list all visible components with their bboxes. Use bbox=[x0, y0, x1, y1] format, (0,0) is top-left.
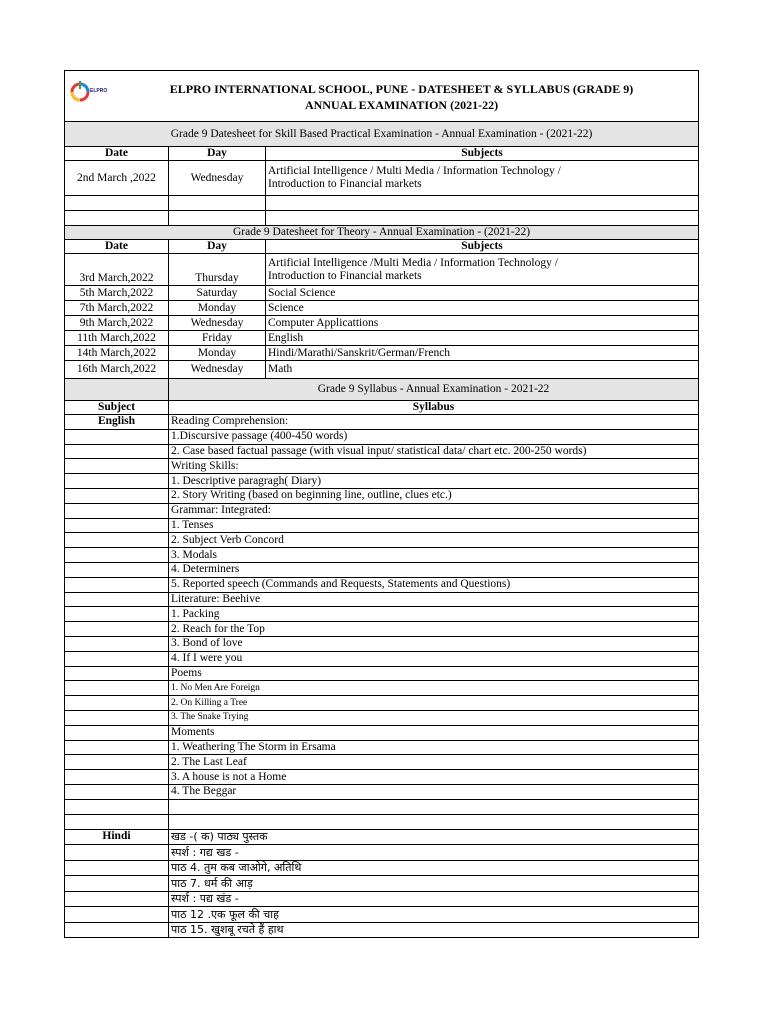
syllabus-item: पाठ 15. खुशबू रचते हैं हाथ bbox=[169, 922, 699, 938]
theory-day: Thursday bbox=[169, 254, 266, 286]
theory-subject: Computer Applicattions bbox=[266, 316, 699, 331]
theory-subjects: Artificial Intelligence /Multi Media / Information Technology / Introduction to Financial markets bbox=[266, 254, 699, 286]
syllabus-row bbox=[65, 577, 699, 592]
theory-day: Monday bbox=[169, 346, 266, 361]
syllabus-row bbox=[65, 784, 699, 799]
school-title: ELPRO INTERNATIONAL SCHOOL, PUNE - DATESHEET & SYLLABUS (GRADE 9) bbox=[169, 82, 634, 96]
syllabus-item: Literature: Beehive bbox=[169, 592, 699, 607]
syllabus-item: खड -( क) पाठ्य पुस्तक bbox=[169, 829, 699, 845]
syllabus-row bbox=[65, 710, 699, 725]
syllabus-row bbox=[65, 891, 699, 907]
datesheet-document bbox=[64, 70, 698, 938]
syllabus-item: Reading Comprehension: bbox=[169, 415, 699, 430]
syllabus-row bbox=[65, 755, 699, 770]
syllabus-row bbox=[65, 696, 699, 711]
theory-day: Wednesday bbox=[169, 361, 266, 379]
theory-day: Saturday bbox=[169, 286, 266, 301]
svg-text:ELPRO: ELPRO bbox=[90, 88, 108, 94]
theory-row bbox=[65, 331, 699, 346]
theory-col-subjects: Subjects bbox=[266, 240, 699, 254]
syllabus-item: Poems bbox=[169, 666, 699, 681]
syllabus-item: 4. Determiners bbox=[169, 562, 699, 577]
subject-name: Hindi bbox=[65, 829, 169, 845]
practical-col-day: Day bbox=[169, 147, 266, 161]
exam-title: ANNUAL EXAMINATION (2021-22) bbox=[304, 98, 499, 112]
syllabus-row bbox=[65, 860, 699, 876]
syllabus-row bbox=[65, 488, 699, 503]
syllabus-item: पाठ 7. धर्म की आड़ bbox=[169, 876, 699, 892]
syllabus-row bbox=[65, 666, 699, 681]
syllabus-item: 3. A house is not a Home bbox=[169, 770, 699, 785]
syllabus-item: स्पर्श : गद्य खड - bbox=[169, 845, 699, 861]
theory-subject: Social Science bbox=[266, 286, 699, 301]
syllabus-item: Writing Skills: bbox=[169, 459, 699, 474]
theory-col-day: Day bbox=[169, 240, 266, 254]
theory-row bbox=[65, 301, 699, 316]
theory-day: Friday bbox=[169, 331, 266, 346]
syllabus-item: Grammar: Integrated: bbox=[169, 503, 699, 518]
syllabus-row bbox=[65, 459, 699, 474]
theory-subject: Science bbox=[266, 301, 699, 316]
syllabus-item: स्पर्श : पद्य खंड - bbox=[169, 891, 699, 907]
syllabus-row bbox=[65, 503, 699, 518]
syllabus-row bbox=[65, 533, 699, 548]
syllabus-item: 3. Modals bbox=[169, 548, 699, 563]
syllabus-item: 4. The Beggar bbox=[169, 784, 699, 799]
theory-subject: English bbox=[266, 331, 699, 346]
syllabus-item: 5. Reported speech (Commands and Requests, Statements and Questions) bbox=[169, 577, 699, 592]
syllabus-item: 1. No Men Are Foreign bbox=[169, 681, 699, 696]
theory-row bbox=[65, 316, 699, 331]
theory-date: 11th March,2022 bbox=[65, 331, 169, 346]
theory-row bbox=[65, 361, 699, 379]
syllabus-row bbox=[65, 622, 699, 637]
syllabus-item: 2. Story Writing (based on beginning line, outline, clues etc.) bbox=[169, 488, 699, 503]
syllabus-item: 4. If I were you bbox=[169, 651, 699, 666]
practical-col-date: Date bbox=[65, 147, 169, 161]
syllabus-item: 2. Case based factual passage (with visual input/ statistical data/ chart etc. 200-250 words) bbox=[169, 444, 699, 459]
syllabus-heading: Grade 9 Syllabus - Annual Examination - 2021-22 bbox=[169, 379, 699, 401]
theory-date: 14th March,2022 bbox=[65, 346, 169, 361]
syllabus-row bbox=[65, 636, 699, 651]
syllabus-row bbox=[65, 740, 699, 755]
theory-row bbox=[65, 346, 699, 361]
syllabus-row bbox=[65, 922, 699, 938]
syllabus-row bbox=[65, 651, 699, 666]
syllabus-row bbox=[65, 415, 699, 430]
theory-date: 5th March,2022 bbox=[65, 286, 169, 301]
syllabus-item: 3. Bond of love bbox=[169, 636, 699, 651]
syllabus-item: 1. Packing bbox=[169, 607, 699, 622]
subject-name: English bbox=[65, 415, 169, 430]
syllabus-item: 1. Descriptive paragragh( Diary) bbox=[169, 474, 699, 489]
syllabus-item: 2. Reach for the Top bbox=[169, 622, 699, 637]
syllabus-item: पाठ 12 .एक फूल की चाह bbox=[169, 907, 699, 923]
theory-subject: Math bbox=[266, 361, 699, 379]
syllabus-item: 1. Tenses bbox=[169, 518, 699, 533]
syllabus-row bbox=[65, 681, 699, 696]
theory-subject: Hindi/Marathi/Sanskrit/German/French bbox=[266, 346, 699, 361]
syllabus-item: 1. Weathering The Storm in Ersama bbox=[169, 740, 699, 755]
practical-date: 2nd March ,2022 bbox=[65, 161, 169, 196]
syllabus-row bbox=[65, 548, 699, 563]
document-header bbox=[65, 71, 699, 122]
syllabus-col-subject: Subject bbox=[65, 401, 169, 415]
theory-heading: Grade 9 Datesheet for Theory - Annual Examination - (2021-22) bbox=[65, 226, 699, 240]
syllabus-item: 2. On Killing a Tree bbox=[169, 696, 699, 711]
practical-heading: Grade 9 Datesheet for Skill Based Practical Examination - Annual Examination - (2021-22) bbox=[65, 122, 699, 147]
datesheet-table bbox=[64, 70, 699, 938]
practical-subjects: Artificial Intelligence / Multi Media / Information Technology / Introduction to Financial markets bbox=[266, 161, 699, 196]
syllabus-row bbox=[65, 444, 699, 459]
syllabus-item: 1.Discursive passage (400-450 words) bbox=[169, 429, 699, 444]
syllabus-col-syllabus: Syllabus bbox=[169, 401, 699, 415]
theory-date: 9th March,2022 bbox=[65, 316, 169, 331]
syllabus-row bbox=[65, 518, 699, 533]
theory-row bbox=[65, 286, 699, 301]
syllabus-row bbox=[65, 770, 699, 785]
syllabus-row bbox=[65, 474, 699, 489]
syllabus-item: 3. The Snake Trying bbox=[169, 710, 699, 725]
syllabus-row bbox=[65, 562, 699, 577]
syllabus-row bbox=[65, 607, 699, 622]
syllabus-item: 2. Subject Verb Concord bbox=[169, 533, 699, 548]
syllabus-item: पाठ 4. तुम कब जाओगे, अतिथि bbox=[169, 860, 699, 876]
theory-date: 3rd March,2022 bbox=[65, 254, 169, 286]
syllabus-row bbox=[65, 907, 699, 923]
syllabus-row bbox=[65, 725, 699, 740]
syllabus-row bbox=[65, 845, 699, 861]
practical-col-subjects: Subjects bbox=[266, 147, 699, 161]
syllabus-row bbox=[65, 592, 699, 607]
theory-date: 16th March,2022 bbox=[65, 361, 169, 379]
syllabus-row bbox=[65, 829, 699, 845]
theory-day: Wednesday bbox=[169, 316, 266, 331]
syllabus-row bbox=[65, 429, 699, 444]
practical-day: Wednesday bbox=[169, 161, 266, 196]
theory-date: 7th March,2022 bbox=[65, 301, 169, 316]
syllabus-item: 2. The Last Leaf bbox=[169, 755, 699, 770]
theory-col-date: Date bbox=[65, 240, 169, 254]
theory-day: Monday bbox=[169, 301, 266, 316]
syllabus-item: Moments bbox=[169, 725, 699, 740]
school-logo bbox=[69, 77, 108, 113]
syllabus-row bbox=[65, 876, 699, 892]
